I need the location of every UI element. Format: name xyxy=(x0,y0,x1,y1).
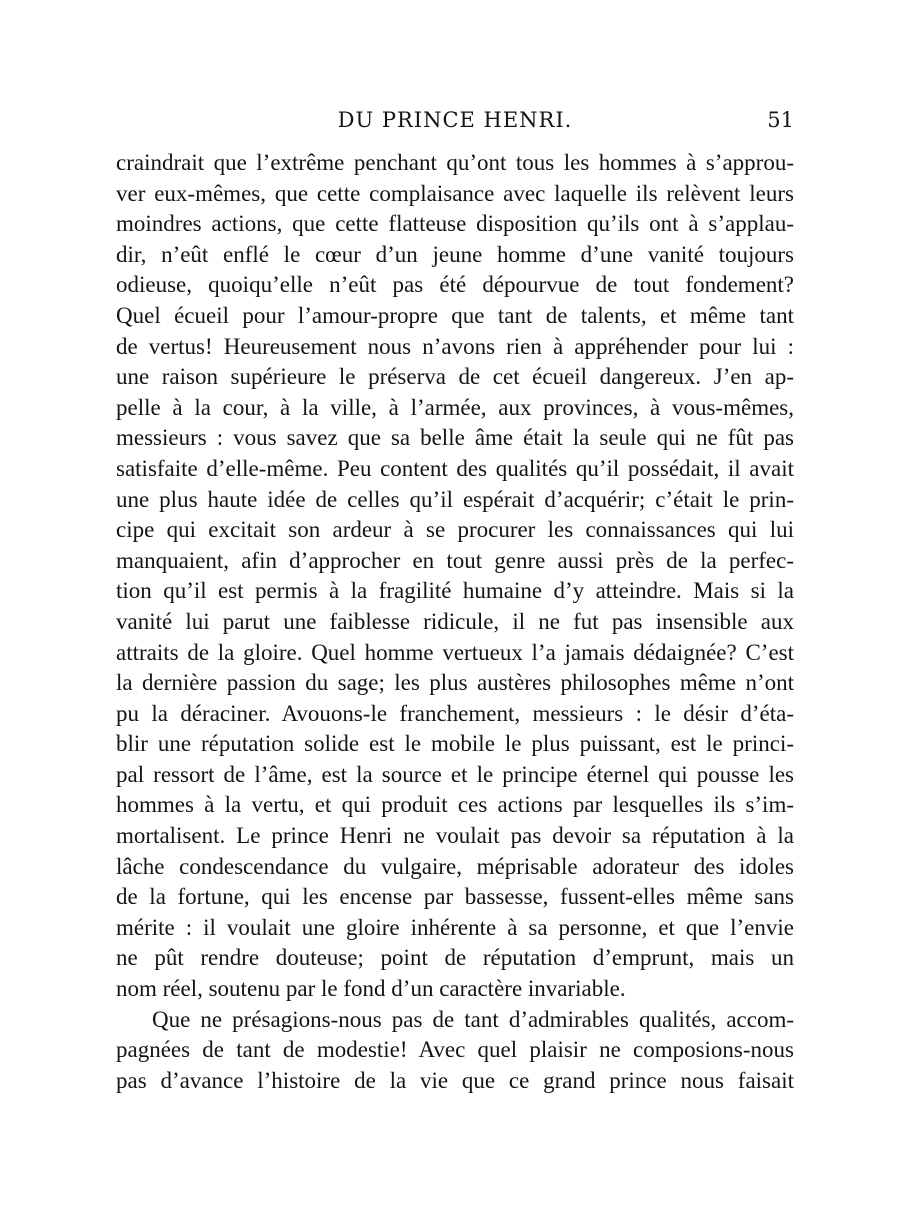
text-line: ne pût rendre douteuse; point de réputation d’emprunt, mais un xyxy=(116,945,794,971)
text-line: de vertus! Heureusement nous n’avons rien à appréhender pour lui : xyxy=(116,333,794,359)
text-line: la dernière passion du sage; les plus austères philosophes même n’ont xyxy=(116,670,794,696)
paragraph-2 xyxy=(116,1005,794,1097)
text-line: tion qu’il est permis à la fragilité humaine d’y atteindre. Mais si la xyxy=(116,578,794,604)
page-number: 51 xyxy=(767,108,794,132)
text-line: une plus haute idée de celles qu’il espérait d’acquérir; c’était le prin- xyxy=(116,486,794,512)
running-head xyxy=(116,106,794,136)
running-title: DU PRINCE HENRI. xyxy=(337,108,573,132)
text-line: hommes à la vertu, et qui produit ces actions par lesquelles ils s’im- xyxy=(116,792,794,818)
text-line: mérite : il voulait une gloire inhérente à sa personne, et que l’envie xyxy=(116,914,794,940)
text-line: pelle à la cour, à la ville, à l’armée, aux provinces, à vous-mêmes, xyxy=(116,394,794,420)
text-line: ver eux-mêmes, que cette complaisance avec laquelle ils relèvent leurs xyxy=(116,180,794,206)
text-line: mortalisent. Le prince Henri ne voulait pas devoir sa réputation à la xyxy=(116,823,794,849)
text-line: dir, n’eût enflé le cœur d’un jeune homme d’une vanité toujours xyxy=(116,241,794,267)
text-line: pas d’avance l’histoire de la vie que ce grand prince nous faisait xyxy=(116,1067,794,1093)
text-line: manquaient, afin d’approcher en tout genre aussi près de la perfec- xyxy=(116,547,794,573)
text-line: nom réel, soutenu par le fond d’un caractère invariable. xyxy=(116,976,626,1002)
paragraph-1 xyxy=(116,148,794,1005)
body-text xyxy=(116,148,794,1096)
text-line: moindres actions, que cette flatteuse disposition qu’ils ont à s’applau- xyxy=(116,211,794,237)
text-line: craindrait que l’extrême penchant qu’ont tous les hommes à s’approu- xyxy=(116,150,794,175)
text-line: attraits de la gloire. Quel homme vertueux l’a jamais dédaignée? C’est xyxy=(116,639,794,665)
text-line: messieurs : vous savez que sa belle âme était la seule qui ne fût pas xyxy=(116,425,794,451)
text-line: blir une réputation solide est le mobile le plus puissant, est le princi- xyxy=(116,731,794,757)
text-line: de la fortune, qui les encense par bassesse, fussent-elles même sans xyxy=(116,884,794,910)
text-line: lâche condescendance du vulgaire, méprisable adorateur des idoles xyxy=(116,853,794,879)
text-line: cipe qui excitait son ardeur à se procurer les connaissances qui lui xyxy=(116,517,794,543)
text-line: une raison supérieure le préserva de cet écueil dangereux. J’en ap- xyxy=(116,364,794,390)
text-line: vanité lui parut une faiblesse ridicule, il ne fut pas insensible aux xyxy=(116,608,794,634)
text-line: Quel écueil pour l’amour-propre que tant de talents, et même tant xyxy=(116,302,794,328)
text-line: odieuse, quoiqu’elle n’eût pas été dépourvue de tout fondement? xyxy=(116,272,794,298)
text-line: pal ressort de l’âme, est la source et le principe éternel qui pousse les xyxy=(116,761,794,787)
text-line: Que ne présagions-nous pas de tant d’admirables qualités, accom- xyxy=(152,1006,794,1032)
text-line: pagnées de tant de modestie! Avec quel plaisir ne composions-nous xyxy=(116,1037,794,1063)
text-line: pu la déraciner. Avouons-le franchement, messieurs : le désir d’éta- xyxy=(116,700,794,726)
text-line: satisfaite d’elle-même. Peu content des qualités qu’il possédait, il avait xyxy=(116,455,794,481)
